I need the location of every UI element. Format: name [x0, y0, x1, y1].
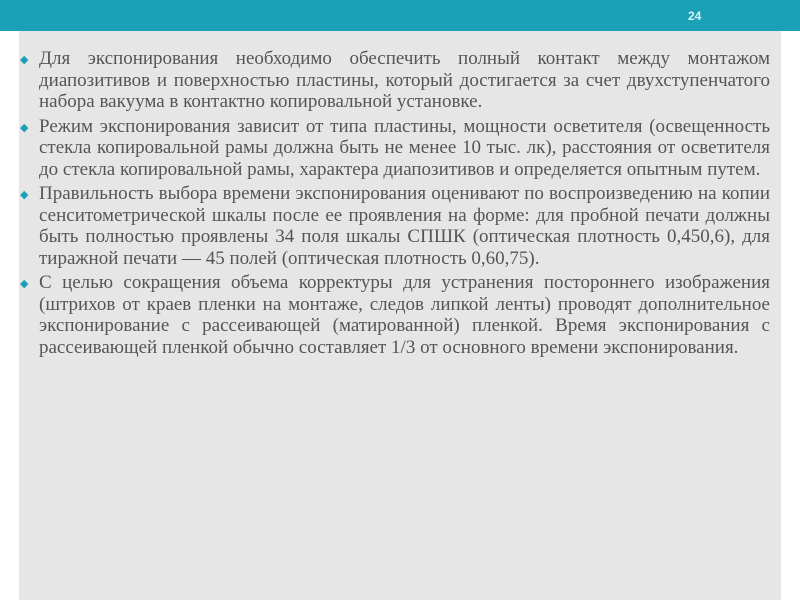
bullet-text-3: Правильность выбора времени экспонирования оценивают по воспроизведению на копии сенситометрической шкалы после ее проявления на форме: для пробной печати должны быть полностью проявлены 34 поля шкалы СПШК (оптическая плотность 0,450,6), для тиражной печати — 45 полей (оптическая плотность 0,60,75). [39, 183, 770, 269]
diamond-bullet-icon: ◆ [20, 188, 29, 201]
diamond-bullet-icon: ◆ [20, 277, 29, 290]
bullet-list [20, 48, 770, 361]
diamond-bullet-icon: ◆ [20, 120, 29, 134]
bullet-text-1: Для экспонирования необходимо обеспечить полный контакт между монтажом диапозитивов и поверхностью пластины, который достигается за счет двухступенчатого набора вакуума в контактно копировальной установке. [39, 48, 770, 112]
bullet-text-4: С целью сокращения объема корректуры для устранения постороннего изображения (штрихов от краев пленки на монтаже, следов липкой ленты) проводят дополнительное экспонирование с рассеивающей (матированной) пленкой. Время экспонирования с рассеивающей пленкой обычно составляет 1/3 от основного времени экспонирования. [39, 272, 770, 358]
bullet-item-2 [20, 116, 770, 181]
slide-number: 24 [688, 9, 702, 23]
top-bar [0, 0, 800, 31]
diamond-bullet-icon: ◆ [20, 53, 29, 66]
bullet-item-4 [20, 272, 770, 358]
bullet-item-3 [20, 183, 770, 269]
bullet-item-1 [20, 48, 770, 113]
bullet-text-2: Режим экспонирования зависит от типа пластины, мощности осветителя (освещенность стекла копировальной рамы должна быть не менее 10 тыс. лк), расстояния от осветителя до стекла копировальной рамы, характера диапозитивов и определяется опытным путем. [39, 115, 770, 180]
